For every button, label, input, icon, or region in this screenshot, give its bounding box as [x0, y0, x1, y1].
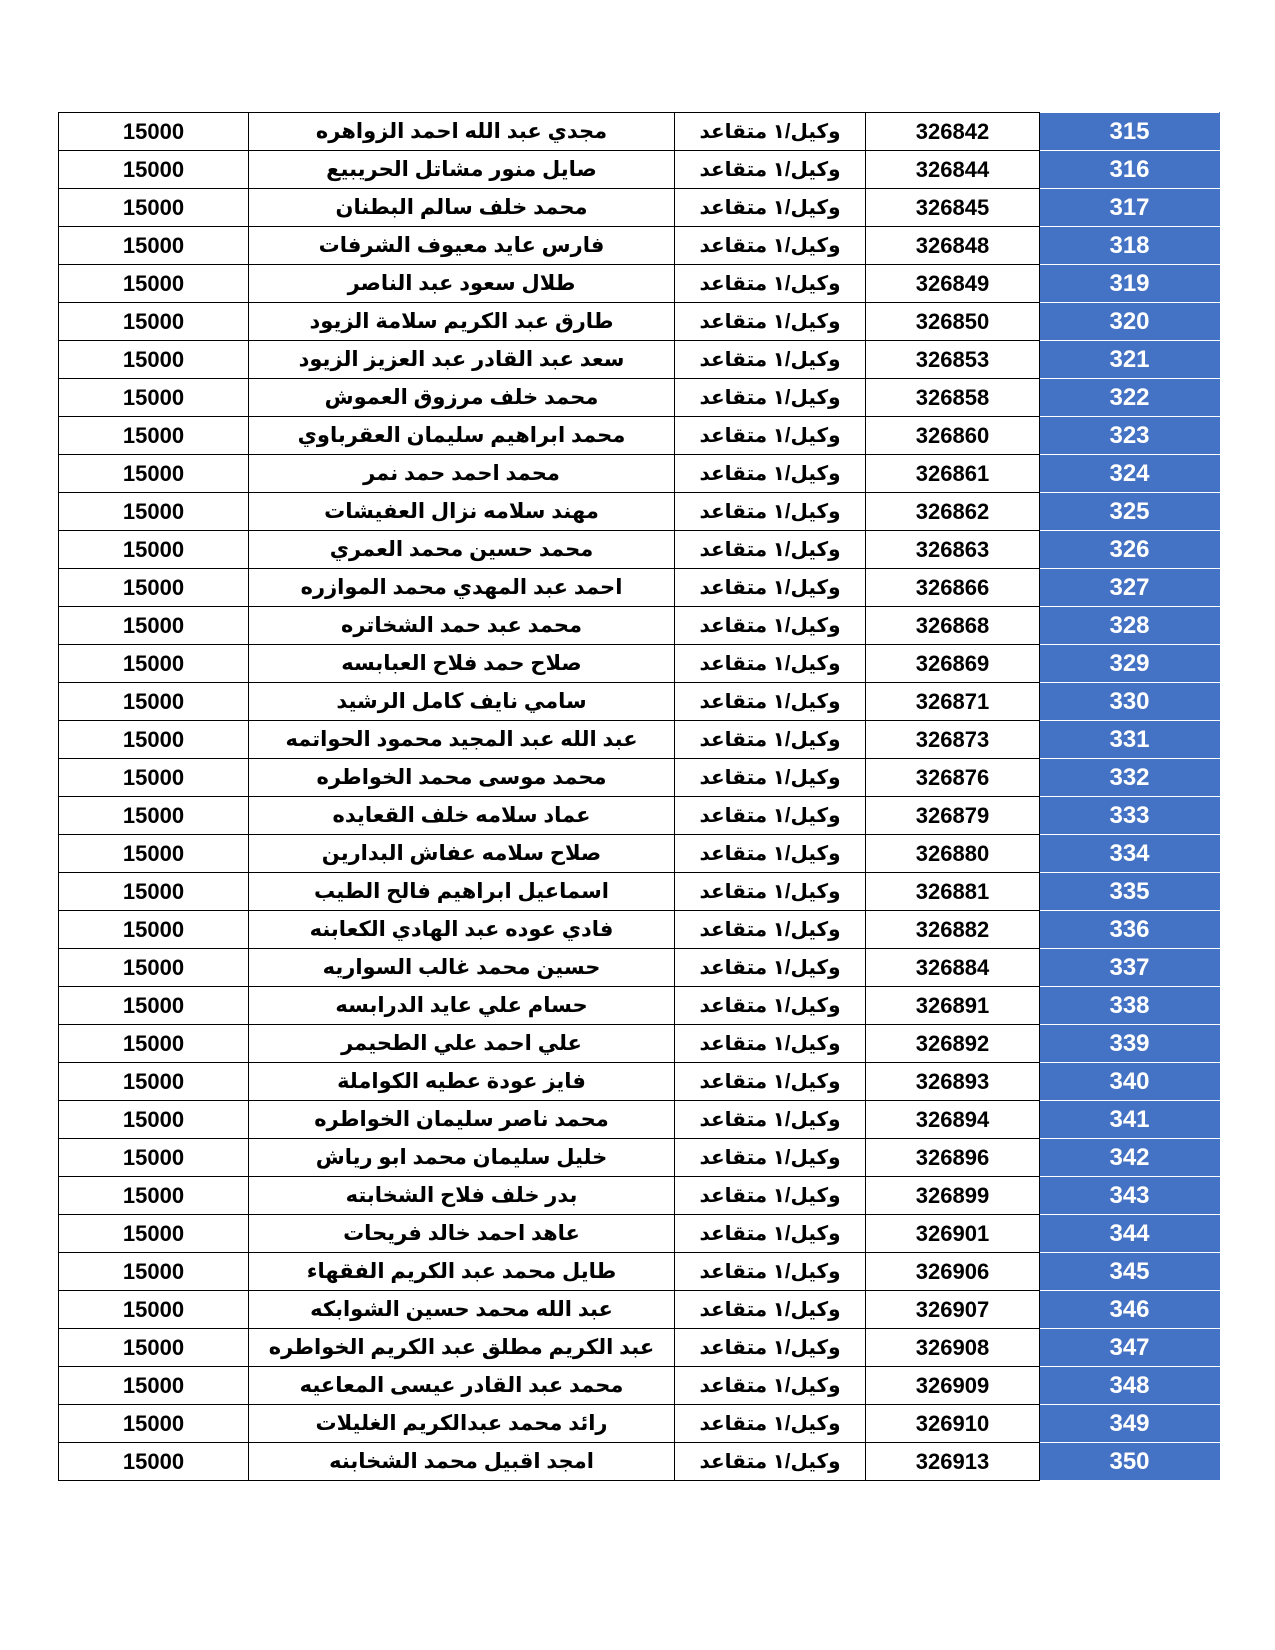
amount-cell: 15000	[59, 113, 249, 151]
amount-cell: 15000	[59, 227, 249, 265]
table-row	[59, 113, 1220, 151]
rank-cell: وكيل/١ متقاعد	[675, 987, 866, 1025]
rank-cell: وكيل/١ متقاعد	[675, 1177, 866, 1215]
id-number-cell: 326871	[866, 683, 1040, 721]
rank-cell: وكيل/١ متقاعد	[675, 911, 866, 949]
sequence-number-cell: 344	[1040, 1215, 1220, 1253]
sequence-number-cell: 350	[1040, 1443, 1220, 1481]
rank-cell: وكيل/١ متقاعد	[675, 607, 866, 645]
id-number-cell: 326873	[866, 721, 1040, 759]
table-row	[59, 607, 1220, 645]
rank-cell: وكيل/١ متقاعد	[675, 721, 866, 759]
table-row	[59, 1063, 1220, 1101]
rank-cell: وكيل/١ متقاعد	[675, 1291, 866, 1329]
rank-cell: وكيل/١ متقاعد	[675, 759, 866, 797]
sequence-number-cell: 325	[1040, 493, 1220, 531]
id-number-cell: 326862	[866, 493, 1040, 531]
id-number-cell: 326909	[866, 1367, 1040, 1405]
table-row	[59, 1139, 1220, 1177]
rank-cell: وكيل/١ متقاعد	[675, 645, 866, 683]
amount-cell: 15000	[59, 759, 249, 797]
name-cell: عاهد احمد خالد فريحات	[249, 1215, 675, 1253]
id-number-cell: 326853	[866, 341, 1040, 379]
id-number-cell: 326899	[866, 1177, 1040, 1215]
name-cell: محمد ناصر سليمان الخواطره	[249, 1101, 675, 1139]
name-cell: محمد خلف سالم البطنان	[249, 189, 675, 227]
amount-cell: 15000	[59, 151, 249, 189]
sequence-number-cell: 342	[1040, 1139, 1220, 1177]
sequence-number-cell: 319	[1040, 265, 1220, 303]
sequence-number-cell: 333	[1040, 797, 1220, 835]
id-number-cell: 326848	[866, 227, 1040, 265]
id-number-cell: 326892	[866, 1025, 1040, 1063]
rank-cell: وكيل/١ متقاعد	[675, 379, 866, 417]
amount-cell: 15000	[59, 1177, 249, 1215]
sequence-number-cell: 336	[1040, 911, 1220, 949]
rank-cell: وكيل/١ متقاعد	[675, 1329, 866, 1367]
table-row	[59, 683, 1220, 721]
id-number-cell: 326879	[866, 797, 1040, 835]
table-row	[59, 1253, 1220, 1291]
table-row	[59, 303, 1220, 341]
table-row	[59, 341, 1220, 379]
id-number-cell: 326893	[866, 1063, 1040, 1101]
table-row	[59, 1329, 1220, 1367]
sequence-number-cell: 347	[1040, 1329, 1220, 1367]
sequence-number-cell: 321	[1040, 341, 1220, 379]
rank-cell: وكيل/١ متقاعد	[675, 113, 866, 151]
table-row	[59, 417, 1220, 455]
rank-cell: وكيل/١ متقاعد	[675, 265, 866, 303]
amount-cell: 15000	[59, 1443, 249, 1481]
amount-cell: 15000	[59, 683, 249, 721]
rank-cell: وكيل/١ متقاعد	[675, 1025, 866, 1063]
payment-table-body	[59, 113, 1220, 1481]
rank-cell: وكيل/١ متقاعد	[675, 417, 866, 455]
amount-cell: 15000	[59, 265, 249, 303]
amount-cell: 15000	[59, 1329, 249, 1367]
amount-cell: 15000	[59, 189, 249, 227]
rank-cell: وكيل/١ متقاعد	[675, 1063, 866, 1101]
id-number-cell: 326845	[866, 189, 1040, 227]
table-row	[59, 1025, 1220, 1063]
sequence-number-cell: 337	[1040, 949, 1220, 987]
rank-cell: وكيل/١ متقاعد	[675, 455, 866, 493]
sequence-number-cell: 348	[1040, 1367, 1220, 1405]
id-number-cell: 326906	[866, 1253, 1040, 1291]
name-cell: عبد الله عبد المجيد محمود الحواتمه	[249, 721, 675, 759]
rank-cell: وكيل/١ متقاعد	[675, 227, 866, 265]
table-row	[59, 265, 1220, 303]
name-cell: محمد ابراهيم سليمان العقرباوي	[249, 417, 675, 455]
table-row	[59, 911, 1220, 949]
name-cell: فادي عوده عبد الهادي الكعابنه	[249, 911, 675, 949]
name-cell: سعد عبد القادر عبد العزيز الزيود	[249, 341, 675, 379]
amount-cell: 15000	[59, 1291, 249, 1329]
amount-cell: 15000	[59, 949, 249, 987]
amount-cell: 15000	[59, 911, 249, 949]
name-cell: امجد اقبيل محمد الشخابنه	[249, 1443, 675, 1481]
table-row	[59, 493, 1220, 531]
sequence-number-cell: 316	[1040, 151, 1220, 189]
id-number-cell: 326844	[866, 151, 1040, 189]
sequence-number-cell: 323	[1040, 417, 1220, 455]
table-row	[59, 531, 1220, 569]
amount-cell: 15000	[59, 1253, 249, 1291]
sequence-number-cell: 335	[1040, 873, 1220, 911]
id-number-cell: 326907	[866, 1291, 1040, 1329]
sequence-number-cell: 345	[1040, 1253, 1220, 1291]
table-row	[59, 455, 1220, 493]
id-number-cell: 326913	[866, 1443, 1040, 1481]
table-row	[59, 759, 1220, 797]
sequence-number-cell: 349	[1040, 1405, 1220, 1443]
id-number-cell: 326866	[866, 569, 1040, 607]
table-row	[59, 835, 1220, 873]
id-number-cell: 326876	[866, 759, 1040, 797]
sequence-number-cell: 328	[1040, 607, 1220, 645]
table-row	[59, 1101, 1220, 1139]
name-cell: طارق عبد الكريم سلامة الزيود	[249, 303, 675, 341]
amount-cell: 15000	[59, 1101, 249, 1139]
rank-cell: وكيل/١ متقاعد	[675, 1253, 866, 1291]
rank-cell: وكيل/١ متقاعد	[675, 797, 866, 835]
name-cell: حسام علي عايد الدرابسه	[249, 987, 675, 1025]
amount-cell: 15000	[59, 341, 249, 379]
amount-cell: 15000	[59, 721, 249, 759]
table-row	[59, 1367, 1220, 1405]
amount-cell: 15000	[59, 379, 249, 417]
sequence-number-cell: 326	[1040, 531, 1220, 569]
rank-cell: وكيل/١ متقاعد	[675, 531, 866, 569]
name-cell: صلاح حمد فلاح العبابسه	[249, 645, 675, 683]
amount-cell: 15000	[59, 987, 249, 1025]
name-cell: محمد حسين محمد العمري	[249, 531, 675, 569]
sequence-number-cell: 332	[1040, 759, 1220, 797]
rank-cell: وكيل/١ متقاعد	[675, 873, 866, 911]
rank-cell: وكيل/١ متقاعد	[675, 1215, 866, 1253]
rank-cell: وكيل/١ متقاعد	[675, 1443, 866, 1481]
sequence-number-cell: 331	[1040, 721, 1220, 759]
name-cell: رائد محمد عبدالكريم الغليلات	[249, 1405, 675, 1443]
name-cell: صلاح سلامه عفاش البدارين	[249, 835, 675, 873]
rank-cell: وكيل/١ متقاعد	[675, 341, 866, 379]
name-cell: فارس عايد معيوف الشرفات	[249, 227, 675, 265]
amount-cell: 15000	[59, 493, 249, 531]
sequence-number-cell: 315	[1040, 113, 1220, 151]
table-row	[59, 873, 1220, 911]
name-cell: عبد الكريم مطلق عبد الكريم الخواطره	[249, 1329, 675, 1367]
amount-cell: 15000	[59, 1139, 249, 1177]
sequence-number-cell: 340	[1040, 1063, 1220, 1101]
rank-cell: وكيل/١ متقاعد	[675, 493, 866, 531]
id-number-cell: 326880	[866, 835, 1040, 873]
id-number-cell: 326858	[866, 379, 1040, 417]
name-cell: علي احمد علي الطحيمر	[249, 1025, 675, 1063]
id-number-cell: 326860	[866, 417, 1040, 455]
sequence-number-cell: 317	[1040, 189, 1220, 227]
id-number-cell: 326896	[866, 1139, 1040, 1177]
payment-table	[58, 112, 1220, 1481]
sequence-number-cell: 338	[1040, 987, 1220, 1025]
id-number-cell: 326868	[866, 607, 1040, 645]
name-cell: محمد موسى محمد الخواطره	[249, 759, 675, 797]
rank-cell: وكيل/١ متقاعد	[675, 303, 866, 341]
id-number-cell: 326891	[866, 987, 1040, 1025]
sequence-number-cell: 329	[1040, 645, 1220, 683]
table-row	[59, 1215, 1220, 1253]
sequence-number-cell: 343	[1040, 1177, 1220, 1215]
table-row	[59, 1443, 1220, 1481]
sequence-number-cell: 341	[1040, 1101, 1220, 1139]
amount-cell: 15000	[59, 417, 249, 455]
id-number-cell: 326884	[866, 949, 1040, 987]
name-cell: محمد عبد حمد الشخاتره	[249, 607, 675, 645]
table-row	[59, 1291, 1220, 1329]
rank-cell: وكيل/١ متقاعد	[675, 1139, 866, 1177]
name-cell: محمد احمد حمد نمر	[249, 455, 675, 493]
name-cell: فايز عودة عطيه الكواملة	[249, 1063, 675, 1101]
name-cell: طايل محمد عبد الكريم الفقهاء	[249, 1253, 675, 1291]
sequence-number-cell: 318	[1040, 227, 1220, 265]
name-cell: محمد خلف مرزوق العموش	[249, 379, 675, 417]
rank-cell: وكيل/١ متقاعد	[675, 1367, 866, 1405]
name-cell: خليل سليمان محمد ابو رياش	[249, 1139, 675, 1177]
name-cell: عماد سلامه خلف القعايده	[249, 797, 675, 835]
table-row	[59, 569, 1220, 607]
table-row	[59, 1177, 1220, 1215]
amount-cell: 15000	[59, 1025, 249, 1063]
id-number-cell: 326842	[866, 113, 1040, 151]
id-number-cell: 326869	[866, 645, 1040, 683]
amount-cell: 15000	[59, 1367, 249, 1405]
amount-cell: 15000	[59, 531, 249, 569]
name-cell: طلال سعود عبد الناصر	[249, 265, 675, 303]
amount-cell: 15000	[59, 1215, 249, 1253]
amount-cell: 15000	[59, 1063, 249, 1101]
name-cell: مهند سلامه نزال العفيشات	[249, 493, 675, 531]
id-number-cell: 326849	[866, 265, 1040, 303]
sequence-number-cell: 330	[1040, 683, 1220, 721]
name-cell: حسين محمد غالب السواريه	[249, 949, 675, 987]
id-number-cell: 326881	[866, 873, 1040, 911]
id-number-cell: 326908	[866, 1329, 1040, 1367]
sequence-number-cell: 339	[1040, 1025, 1220, 1063]
name-cell: اسماعيل ابراهيم فالح الطيب	[249, 873, 675, 911]
sequence-number-cell: 346	[1040, 1291, 1220, 1329]
table-row	[59, 949, 1220, 987]
rank-cell: وكيل/١ متقاعد	[675, 151, 866, 189]
name-cell: احمد عبد المهدي محمد الموازره	[249, 569, 675, 607]
amount-cell: 15000	[59, 797, 249, 835]
id-number-cell: 326901	[866, 1215, 1040, 1253]
rank-cell: وكيل/١ متقاعد	[675, 683, 866, 721]
name-cell: عبد الله محمد حسين الشوابكه	[249, 1291, 675, 1329]
table-row	[59, 1405, 1220, 1443]
rank-cell: وكيل/١ متقاعد	[675, 949, 866, 987]
rank-cell: وكيل/١ متقاعد	[675, 189, 866, 227]
id-number-cell: 326894	[866, 1101, 1040, 1139]
table-row	[59, 645, 1220, 683]
table-row	[59, 379, 1220, 417]
amount-cell: 15000	[59, 873, 249, 911]
amount-cell: 15000	[59, 303, 249, 341]
name-cell: بدر خلف فلاح الشخابته	[249, 1177, 675, 1215]
name-cell: سامي نايف كامل الرشيد	[249, 683, 675, 721]
sequence-number-cell: 324	[1040, 455, 1220, 493]
sequence-number-cell: 320	[1040, 303, 1220, 341]
table-row	[59, 797, 1220, 835]
rank-cell: وكيل/١ متقاعد	[675, 1101, 866, 1139]
table-row	[59, 987, 1220, 1025]
amount-cell: 15000	[59, 569, 249, 607]
name-cell: مجدي عبد الله احمد الزواهره	[249, 113, 675, 151]
table-row	[59, 721, 1220, 759]
amount-cell: 15000	[59, 645, 249, 683]
sequence-number-cell: 322	[1040, 379, 1220, 417]
id-number-cell: 326861	[866, 455, 1040, 493]
rank-cell: وكيل/١ متقاعد	[675, 1405, 866, 1443]
amount-cell: 15000	[59, 455, 249, 493]
id-number-cell: 326850	[866, 303, 1040, 341]
table-row	[59, 189, 1220, 227]
name-cell: صايل منور مشاتل الحريبيع	[249, 151, 675, 189]
amount-cell: 15000	[59, 1405, 249, 1443]
id-number-cell: 326910	[866, 1405, 1040, 1443]
table-row	[59, 227, 1220, 265]
rank-cell: وكيل/١ متقاعد	[675, 835, 866, 873]
id-number-cell: 326882	[866, 911, 1040, 949]
sequence-number-cell: 334	[1040, 835, 1220, 873]
name-cell: محمد عبد القادر عيسى المعاعيه	[249, 1367, 675, 1405]
id-number-cell: 326863	[866, 531, 1040, 569]
sequence-number-cell: 327	[1040, 569, 1220, 607]
amount-cell: 15000	[59, 835, 249, 873]
amount-cell: 15000	[59, 607, 249, 645]
table-row	[59, 151, 1220, 189]
rank-cell: وكيل/١ متقاعد	[675, 569, 866, 607]
